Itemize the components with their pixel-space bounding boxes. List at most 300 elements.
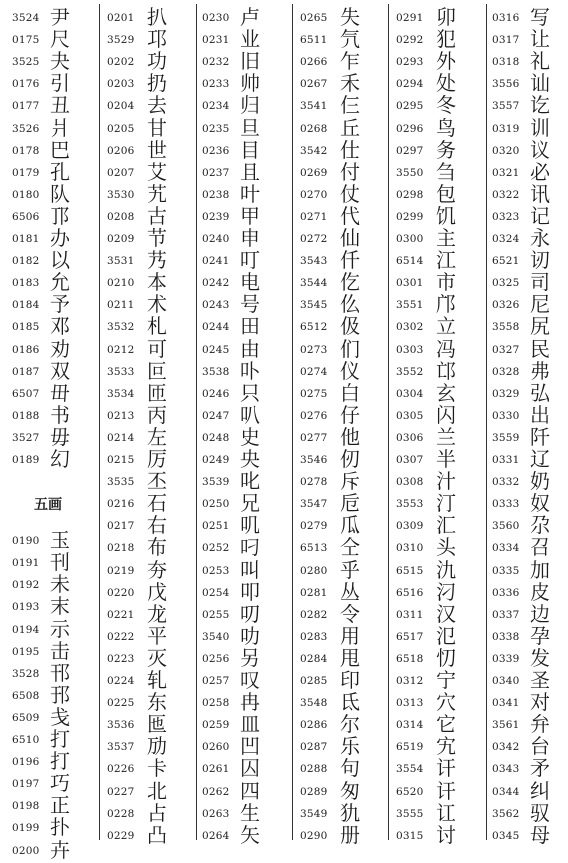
entry-code: 0284 bbox=[300, 652, 328, 665]
entry-character: 乍 bbox=[340, 49, 360, 74]
entry-code: 0303 bbox=[396, 343, 424, 356]
entry-code: 0237 bbox=[202, 166, 230, 179]
entry-character: 甘 bbox=[147, 115, 167, 140]
entry-character: 允 bbox=[50, 270, 70, 295]
entry-character: 灭 bbox=[147, 645, 167, 670]
entry-character: 予 bbox=[50, 292, 70, 317]
entry-code: 0214 bbox=[107, 431, 135, 444]
entry-character: 兰 bbox=[436, 424, 456, 449]
entry-character: 叽 bbox=[240, 513, 260, 538]
index-entry bbox=[396, 581, 484, 605]
entry-character: 外 bbox=[436, 49, 456, 74]
index-entry bbox=[492, 536, 568, 560]
entry-character: 仕 bbox=[340, 137, 360, 162]
entry-character: 尼 bbox=[530, 292, 550, 317]
index-entry bbox=[12, 640, 100, 664]
entry-character: 劢 bbox=[147, 734, 167, 759]
entry-character: 邝 bbox=[436, 292, 456, 317]
entry-character: 旦 bbox=[240, 115, 260, 140]
column-divider bbox=[388, 4, 389, 840]
entry-code: 3537 bbox=[107, 741, 135, 754]
entry-character: 汇 bbox=[436, 513, 456, 538]
entry-character: 加 bbox=[530, 557, 550, 582]
entry-code: 0335 bbox=[492, 564, 520, 577]
entry-code: 0204 bbox=[107, 100, 135, 113]
entry-code: 0288 bbox=[300, 763, 328, 776]
index-entry bbox=[396, 757, 484, 781]
entry-character: 双 bbox=[50, 358, 70, 383]
entry-code: 6514 bbox=[396, 255, 424, 268]
entry-code: 0247 bbox=[202, 409, 230, 422]
index-entry bbox=[107, 824, 195, 848]
entry-character: 它 bbox=[436, 712, 456, 737]
entry-code: 0186 bbox=[12, 343, 40, 356]
entry-code: 3538 bbox=[202, 365, 230, 378]
entry-code: 3524 bbox=[12, 12, 40, 24]
entry-character: 台 bbox=[530, 734, 550, 759]
entry-character: 占 bbox=[147, 800, 167, 825]
entry-code: 0177 bbox=[12, 100, 40, 113]
entry-character: 电 bbox=[240, 270, 260, 295]
entry-code: 0307 bbox=[396, 454, 424, 466]
entry-code: 0228 bbox=[107, 807, 135, 820]
entry-code: 0256 bbox=[202, 652, 230, 665]
entry-code: 0308 bbox=[396, 476, 424, 489]
entry-character: 白 bbox=[340, 380, 360, 405]
entry-character: 古 bbox=[147, 203, 167, 228]
entry-code: 0260 bbox=[202, 741, 230, 754]
entry-code: 0344 bbox=[492, 785, 520, 798]
entry-code: 3528 bbox=[12, 667, 40, 680]
entry-code: 0275 bbox=[300, 387, 328, 400]
entry-code: 0243 bbox=[202, 299, 230, 312]
entry-code: 0265 bbox=[300, 12, 328, 24]
entry-character: 厉 bbox=[147, 447, 167, 471]
entry-character: 司 bbox=[530, 270, 550, 295]
entry-code: 0277 bbox=[300, 431, 328, 444]
index-entry bbox=[300, 315, 388, 339]
entry-code: 6516 bbox=[396, 586, 424, 599]
entry-code: 3530 bbox=[107, 188, 135, 201]
entry-character: 囚 bbox=[240, 756, 260, 781]
entry-character: 仗 bbox=[340, 181, 360, 206]
entry-character: 对 bbox=[530, 690, 550, 715]
entry-character: 帅 bbox=[240, 71, 260, 96]
entry-character: 艾 bbox=[147, 159, 167, 184]
index-entry bbox=[300, 94, 388, 118]
entry-code: 0317 bbox=[492, 34, 520, 47]
index-entry bbox=[12, 618, 100, 642]
entry-character: 宄 bbox=[436, 734, 456, 759]
entry-code: 0245 bbox=[202, 343, 230, 356]
entry-character: 冬 bbox=[436, 93, 456, 118]
index-entry bbox=[107, 94, 195, 118]
entry-character: 夬 bbox=[50, 49, 70, 74]
entry-character: 扒 bbox=[147, 5, 167, 29]
entry-character: 术 bbox=[147, 292, 167, 317]
entry-character: 刍 bbox=[436, 159, 456, 184]
entry-code: 0255 bbox=[202, 608, 230, 621]
entry-character: 卯 bbox=[436, 5, 456, 29]
entry-character: 宁 bbox=[436, 668, 456, 692]
entry-code: 0339 bbox=[492, 652, 520, 665]
entry-character: 玉 bbox=[50, 528, 70, 553]
entry-character: 由 bbox=[240, 336, 260, 361]
entry-character: 讫 bbox=[530, 93, 550, 118]
entry-character: 爿 bbox=[50, 115, 70, 140]
entry-code: 0224 bbox=[107, 675, 135, 687]
entry-character: 冉 bbox=[240, 690, 260, 715]
entry-character: 办 bbox=[50, 226, 70, 250]
entry-code: 0203 bbox=[107, 78, 135, 91]
entry-code: 6508 bbox=[12, 689, 40, 702]
index-entry bbox=[202, 360, 290, 384]
entry-code: 0225 bbox=[107, 697, 135, 710]
index-entry bbox=[107, 757, 195, 781]
entry-character: 训 bbox=[530, 115, 550, 140]
entry-code: 0239 bbox=[202, 210, 230, 223]
entry-character: 凹 bbox=[240, 734, 260, 759]
entry-code: 3557 bbox=[492, 100, 520, 113]
entry-character: 务 bbox=[436, 137, 456, 162]
index-entry bbox=[12, 315, 100, 339]
entry-code: 3526 bbox=[12, 122, 40, 135]
entry-character: 记 bbox=[530, 203, 550, 228]
entry-code: 0211 bbox=[107, 299, 135, 312]
index-entry bbox=[396, 338, 484, 362]
entry-code: 0218 bbox=[107, 542, 135, 555]
entry-code: 0201 bbox=[107, 12, 135, 24]
entry-code: 0240 bbox=[202, 233, 230, 245]
entry-character: 兄 bbox=[240, 491, 260, 516]
entry-character: 卉 bbox=[50, 837, 70, 862]
entry-character: 丘 bbox=[340, 115, 360, 140]
entry-character: 孕 bbox=[530, 623, 550, 648]
entry-character: 丕 bbox=[147, 469, 167, 494]
entry-character: 匆 bbox=[340, 778, 360, 803]
entry-character: 另 bbox=[240, 645, 260, 670]
entry-code: 0264 bbox=[202, 829, 230, 842]
entry-character: 击 bbox=[50, 638, 70, 663]
entry-character: 叶 bbox=[240, 181, 260, 206]
index-entry bbox=[300, 139, 388, 163]
index-entry bbox=[202, 536, 290, 560]
entry-code: 0181 bbox=[12, 233, 40, 245]
index-entry bbox=[300, 559, 388, 583]
entry-character: 禾 bbox=[340, 71, 360, 96]
entry-character: 劝 bbox=[50, 336, 70, 361]
index-entry bbox=[396, 559, 484, 583]
entry-code: 0291 bbox=[396, 12, 424, 24]
index-entry bbox=[12, 338, 100, 362]
entry-code: 0287 bbox=[300, 741, 328, 754]
entry-character: 毌 bbox=[50, 380, 70, 405]
entry-character: 瓜 bbox=[340, 513, 360, 538]
index-entry bbox=[300, 360, 388, 384]
entry-character: 边 bbox=[530, 601, 550, 626]
entry-code: 6521 bbox=[492, 255, 520, 268]
entry-character: 邙 bbox=[436, 358, 456, 383]
index-entry bbox=[107, 536, 195, 560]
index-entry bbox=[202, 757, 290, 781]
entry-code: 0336 bbox=[492, 586, 520, 599]
entry-character: 出 bbox=[530, 402, 550, 427]
section-heading: 五画 bbox=[34, 497, 62, 514]
index-entry bbox=[12, 117, 100, 141]
entry-code: 0254 bbox=[202, 586, 230, 599]
entry-character: 去 bbox=[147, 93, 167, 118]
index-entry bbox=[12, 448, 100, 472]
entry-code: 0244 bbox=[202, 321, 230, 334]
entry-code: 0195 bbox=[12, 645, 40, 658]
entry-character: 引 bbox=[50, 71, 70, 96]
entry-code: 3549 bbox=[300, 807, 328, 820]
entry-character: 汉 bbox=[436, 601, 456, 626]
entry-code: 6519 bbox=[396, 741, 424, 754]
entry-code: 6511 bbox=[300, 34, 328, 47]
entry-character: 氐 bbox=[340, 690, 360, 715]
entry-code: 0314 bbox=[396, 719, 424, 732]
entry-character: 氾 bbox=[436, 623, 456, 648]
entry-code: 0202 bbox=[107, 56, 135, 69]
entry-code: 3540 bbox=[202, 630, 230, 643]
entry-character: 句 bbox=[340, 756, 360, 781]
entry-code: 0193 bbox=[12, 601, 40, 614]
entry-code: 3552 bbox=[396, 365, 424, 378]
entry-code: 0267 bbox=[300, 78, 328, 91]
entry-character: 邛 bbox=[147, 27, 167, 52]
index-entry bbox=[202, 94, 290, 118]
entry-character: 节 bbox=[147, 226, 167, 250]
entry-character: 仞 bbox=[340, 447, 360, 471]
entry-character: 皿 bbox=[240, 712, 260, 737]
entry-code: 6520 bbox=[396, 785, 424, 798]
entry-code: 0194 bbox=[12, 623, 40, 636]
entry-code: 3533 bbox=[107, 365, 135, 378]
entry-character: 他 bbox=[340, 424, 360, 449]
entry-character: 江 bbox=[436, 248, 456, 273]
index-entry bbox=[300, 536, 388, 560]
entry-character: 包 bbox=[436, 181, 456, 206]
entry-character: 鸟 bbox=[436, 115, 456, 140]
entry-character: 礼 bbox=[530, 49, 550, 74]
entry-character: 皮 bbox=[530, 579, 550, 604]
index-entry bbox=[396, 117, 484, 141]
entry-code: 0292 bbox=[396, 34, 424, 47]
index-entry bbox=[12, 595, 100, 619]
entry-code: 3553 bbox=[396, 498, 424, 511]
entry-code: 0192 bbox=[12, 579, 40, 592]
index-entry bbox=[492, 824, 568, 848]
entry-code: 0216 bbox=[107, 498, 135, 511]
entry-code: 6509 bbox=[12, 711, 40, 724]
entry-code: 3550 bbox=[396, 166, 424, 179]
entry-character: 叮 bbox=[240, 248, 260, 273]
entry-code: 0329 bbox=[492, 387, 520, 400]
entry-character: 矛 bbox=[530, 756, 550, 781]
entry-code: 0262 bbox=[202, 785, 230, 798]
entry-character: 以 bbox=[50, 248, 70, 273]
entry-code: 0273 bbox=[300, 343, 328, 356]
entry-character: 忉 bbox=[436, 645, 456, 670]
entry-character: 讪 bbox=[530, 71, 550, 96]
entry-character: 弁 bbox=[530, 712, 550, 737]
index-entry bbox=[202, 802, 290, 826]
entry-character: 尕 bbox=[530, 513, 550, 538]
index-entry bbox=[300, 757, 388, 781]
index-entry bbox=[107, 139, 195, 163]
entry-character: 业 bbox=[240, 27, 260, 52]
entry-character: 龙 bbox=[147, 601, 167, 626]
entry-character: 号 bbox=[240, 292, 260, 317]
entry-code: 0340 bbox=[492, 675, 520, 687]
entry-character: 讨 bbox=[436, 822, 456, 847]
entry-character: 写 bbox=[530, 5, 550, 29]
entry-code: 3539 bbox=[202, 476, 230, 489]
index-entry bbox=[12, 94, 100, 118]
entry-character: 玄 bbox=[436, 380, 456, 405]
entry-code: 0331 bbox=[492, 454, 520, 466]
entry-code: 0238 bbox=[202, 188, 230, 201]
entry-code: 0252 bbox=[202, 542, 230, 555]
index-entry bbox=[492, 780, 568, 804]
entry-code: 3555 bbox=[396, 807, 424, 820]
entry-code: 0246 bbox=[202, 387, 230, 400]
entry-character: 石 bbox=[147, 491, 167, 516]
entry-character: 弘 bbox=[530, 380, 550, 405]
entry-character: 毋 bbox=[50, 424, 70, 449]
entry-character: 布 bbox=[147, 535, 167, 560]
entry-code: 0327 bbox=[492, 343, 520, 356]
entry-code: 0266 bbox=[300, 56, 328, 69]
entry-code: 0236 bbox=[202, 144, 230, 157]
entry-character: 汁 bbox=[436, 469, 456, 494]
entry-character: 巧 bbox=[50, 771, 70, 796]
entry-code: 0226 bbox=[107, 763, 135, 776]
entry-character: 叻 bbox=[240, 623, 260, 648]
entry-character: 饥 bbox=[436, 203, 456, 228]
index-entry bbox=[202, 338, 290, 362]
entry-code: 0300 bbox=[396, 233, 424, 245]
entry-character: 叵 bbox=[147, 358, 167, 383]
entry-character: 可 bbox=[147, 336, 167, 361]
entry-code: 0297 bbox=[396, 144, 424, 157]
entry-code: 3548 bbox=[300, 697, 328, 710]
entry-code: 0196 bbox=[12, 756, 40, 769]
entry-code: 0316 bbox=[492, 12, 520, 24]
index-entry bbox=[202, 139, 290, 163]
entry-character: 仟 bbox=[340, 248, 360, 273]
entry-character: 且 bbox=[240, 159, 260, 184]
entry-character: 右 bbox=[147, 513, 167, 538]
entry-character: 处 bbox=[436, 71, 456, 96]
entry-character: 印 bbox=[340, 668, 360, 692]
entry-code: 3534 bbox=[107, 387, 135, 400]
index-entry bbox=[396, 780, 484, 804]
entry-code: 0321 bbox=[492, 166, 520, 179]
entry-code: 0330 bbox=[492, 409, 520, 422]
index-entry bbox=[300, 338, 388, 362]
entry-code: 3544 bbox=[300, 277, 328, 290]
entry-code: 0261 bbox=[202, 763, 230, 776]
entry-code: 0280 bbox=[300, 564, 328, 577]
index-entry bbox=[202, 780, 290, 804]
index-entry bbox=[300, 117, 388, 141]
entry-code: 0205 bbox=[107, 122, 135, 135]
entry-character: 叨 bbox=[240, 601, 260, 626]
entry-code: 0302 bbox=[396, 321, 424, 334]
entry-character: 四 bbox=[240, 778, 260, 803]
entry-code: 0326 bbox=[492, 299, 520, 312]
entry-character: 叼 bbox=[240, 535, 260, 560]
entry-code: 0187 bbox=[12, 365, 40, 378]
entry-character: 只 bbox=[240, 380, 260, 405]
entry-character: 夯 bbox=[147, 557, 167, 582]
index-entry bbox=[396, 315, 484, 339]
entry-character: 犰 bbox=[340, 800, 360, 825]
entry-character: 归 bbox=[240, 93, 260, 118]
entry-character: 孔 bbox=[50, 159, 70, 184]
entry-code: 0212 bbox=[107, 343, 135, 356]
entry-character: 汈 bbox=[436, 579, 456, 604]
entry-code: 0180 bbox=[12, 188, 40, 201]
entry-code: 0270 bbox=[300, 188, 328, 201]
entry-character: 永 bbox=[530, 226, 550, 250]
entry-character: 冯 bbox=[436, 336, 456, 361]
index-entry bbox=[492, 802, 568, 826]
index-column bbox=[300, 0, 388, 848]
entry-character: 讱 bbox=[530, 248, 550, 273]
entry-character: 扔 bbox=[147, 71, 167, 96]
entry-character: 艿 bbox=[147, 248, 167, 273]
entry-code: 0334 bbox=[492, 542, 520, 555]
entry-code: 0185 bbox=[12, 321, 40, 334]
entry-code: 0253 bbox=[202, 564, 230, 577]
entry-code: 0324 bbox=[492, 233, 520, 245]
entry-character: 纠 bbox=[530, 778, 550, 803]
index-entry bbox=[107, 780, 195, 804]
entry-character: 乐 bbox=[340, 734, 360, 759]
entry-character: 奴 bbox=[530, 491, 550, 516]
entry-code: 3529 bbox=[107, 34, 135, 47]
entry-code: 3543 bbox=[300, 255, 328, 268]
entry-character: 队 bbox=[50, 181, 70, 206]
entry-code: 6507 bbox=[12, 387, 40, 400]
entry-code: 3545 bbox=[300, 299, 328, 312]
index-entry bbox=[396, 94, 484, 118]
entry-code: 0290 bbox=[300, 829, 328, 842]
entry-code: 0207 bbox=[107, 166, 135, 179]
entry-character: 扑 bbox=[50, 815, 70, 840]
entry-character: 册 bbox=[340, 822, 360, 847]
index-entry bbox=[300, 581, 388, 605]
entry-character: 失 bbox=[340, 5, 360, 29]
entry-code: 0219 bbox=[107, 564, 135, 577]
entry-character: 东 bbox=[147, 690, 167, 715]
entry-code: 0263 bbox=[202, 807, 230, 820]
entry-character: 半 bbox=[436, 447, 456, 471]
entry-code: 0210 bbox=[107, 277, 135, 290]
entry-character: 氿 bbox=[436, 557, 456, 582]
entry-character: 尔 bbox=[340, 712, 360, 737]
index-entry bbox=[202, 559, 290, 583]
entry-code: 3536 bbox=[107, 719, 135, 732]
index-entry bbox=[492, 315, 568, 339]
entry-code: 0332 bbox=[492, 476, 520, 489]
entry-character: 必 bbox=[530, 159, 550, 184]
entry-character: 让 bbox=[530, 27, 550, 52]
entry-character: 卮 bbox=[340, 491, 360, 516]
